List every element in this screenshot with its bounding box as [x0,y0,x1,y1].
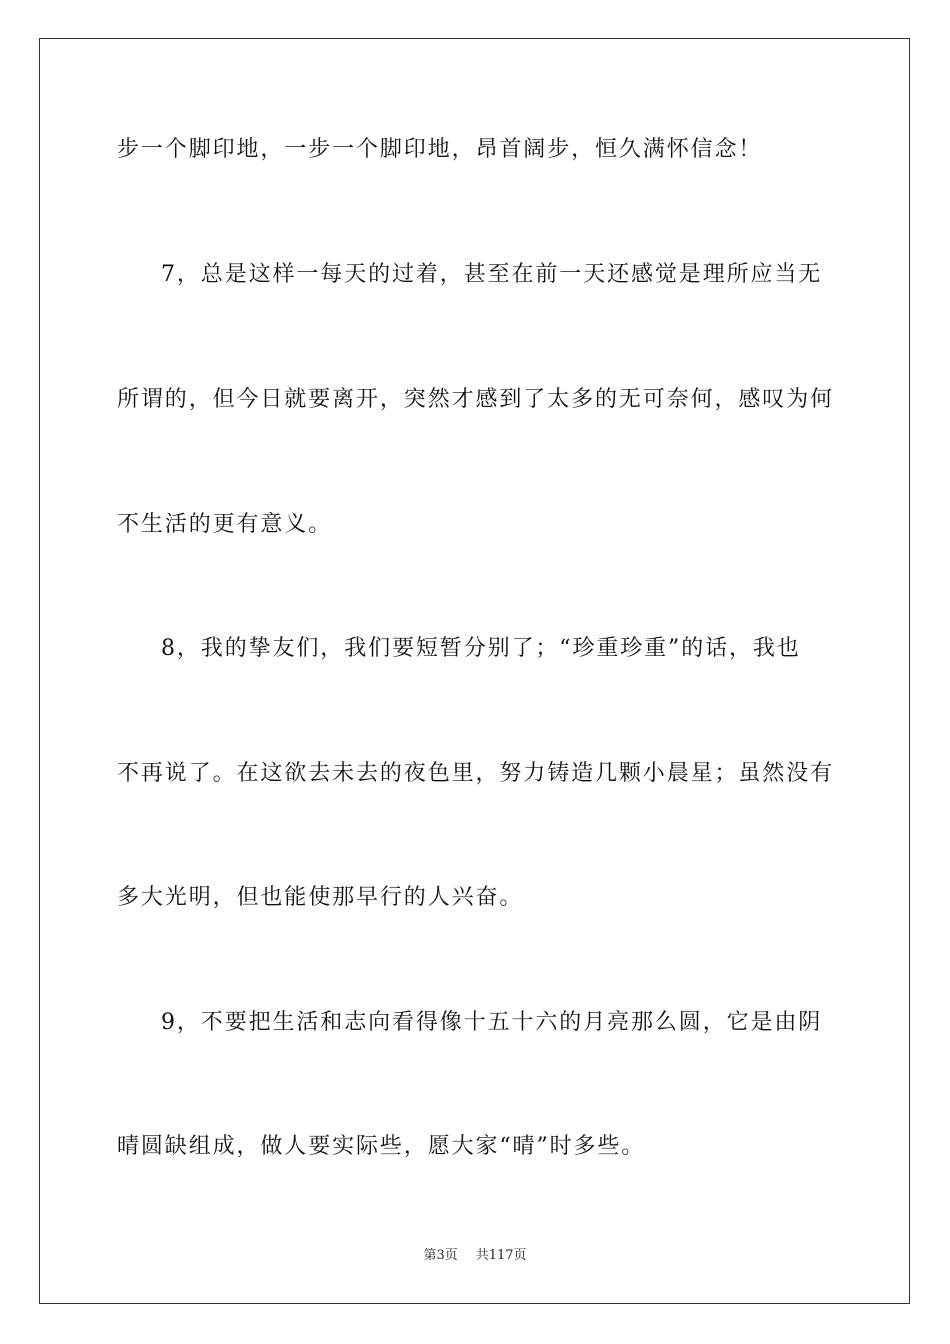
paragraph-7-line-1: 7，总是这样一每天的过着，甚至在前一天还感觉是理所应当无 [161,262,823,287]
paragraph-8-line-3: 多大光明，但也能使那早行的人兴奋。 [117,885,524,910]
page-border [39,38,910,1304]
text-line: 步一个脚印地，一步一个脚印地，昂首阔步，恒久满怀信念！ [117,137,763,162]
page-footer [0,1246,950,1266]
paragraph-9-line-1: 9，不要把生活和志向看得像十五十六的月亮那么圆，它是由阴 [161,1010,823,1035]
paragraph-9-line-2: 晴圆缺组成，做人要实际些，愿大家“晴”时多些。 [117,1134,646,1159]
page-total: 共117页 [475,1248,527,1263]
paragraph-8-line-2: 不再说了。在这欲去未去的夜色里，努力铸造几颗小晨星；虽然没有 [117,761,835,786]
paragraph-8-line-1: 8，我的挚友们，我们要短暂分别了；“珍重珍重”的话，我也 [161,636,801,661]
paragraph-7-line-3: 不生活的更有意义。 [117,512,333,537]
page-number: 第3页 [423,1248,458,1263]
paragraph-7-line-2: 所谓的，但今日就要离开，突然才感到了太多的无可奈何，感叹为何 [117,387,835,412]
